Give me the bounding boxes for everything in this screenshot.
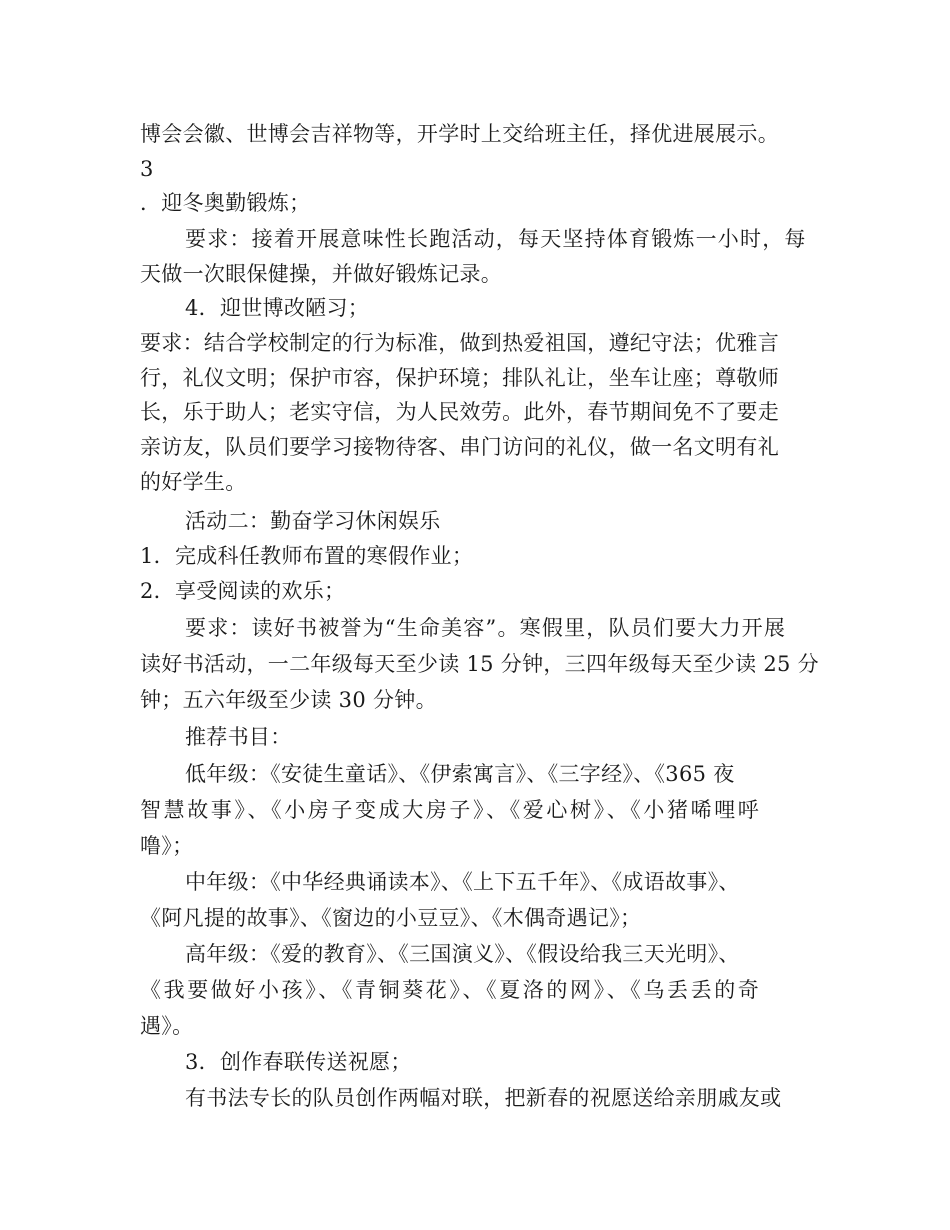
text-line: 3 [140,157,154,181]
text-line: 遇》。 [140,1014,194,1038]
text-line: 推荐书目： [185,725,292,749]
text-line: 要求：接着开展意味性长跑活动，每天坚持体育锻炼一小时，每 [185,227,807,251]
text-line: 中年级：《中华经典诵读本》、《上下五千年》、《成语故事》、 [185,870,740,894]
text-line: 4．迎世博改陋习； [185,296,370,320]
text-line: 2．享受阅读的欢乐； [140,579,346,603]
text-line: 博会会徽、世博会吉祥物等，开学时上交给班主任，择优进展展示。 [140,122,779,146]
text-line: 要求：结合学校制定的行为标准，做到热爱祖国，遵纪守法；优雅言 [140,331,779,355]
text-line: 长，乐于助人；老实守信，为人民效劳。此外，春节期间免不了要走 [140,400,779,424]
text-line: ．迎冬奥勤锻炼； [140,191,311,215]
section-heading: 活动二：勤奋学习休闲娱乐 [185,509,441,533]
text-line: 天做一次眼保健操，并做好锻炼记录。 [140,262,503,286]
text-line: 高年级：《爱的教育》、《三国演义》、《假设给我三天光明》、 [185,942,740,966]
text-line: 1．完成科任教师布置的寒假作业； [140,544,474,568]
text-line: 智慧故事》、《小房子变成大房子》、《爱心树》、《小猪唏哩呼 [140,798,762,822]
text-line: 噜》； [140,834,194,858]
text-line: 亲访友，队员们要学习接物待客、串门访问的礼仪，做一名文明有礼 [140,435,779,459]
text-line: 低年级：《安徒生童话》、《伊索寓言》、《三字经》、《365 夜 [185,762,735,786]
text-line: 的好学生。 [140,470,247,494]
text-line: 读好书活动，一二年级每天至少读 15 分钟，三四年级每天至少读 25 分 [140,652,819,676]
text-line: 3．创作春联传送祝愿； [185,1050,412,1074]
text-line: 钟；五六年级至少读 30 分钟。 [140,688,437,712]
text-line: 《我要做好小孩》、《青铜葵花》、《夏洛的网》、《乌丢丢的奇 [140,978,762,1002]
text-line: 有书法专长的队员创作两幅对联，把新春的祝愿送给亲朋戚友或 [185,1086,782,1110]
text-line: 行，礼仪文明；保护市容，保护环境；排队礼让，坐车让座；尊敬师 [140,366,779,390]
text-line: 要求：读好书被誉为“生命美容”。寒假里，队员们要大力开展 [185,616,787,640]
text-line: 《阿凡提的故事》、《窗边的小豆豆》、《木偶奇遇记》； [140,906,642,930]
